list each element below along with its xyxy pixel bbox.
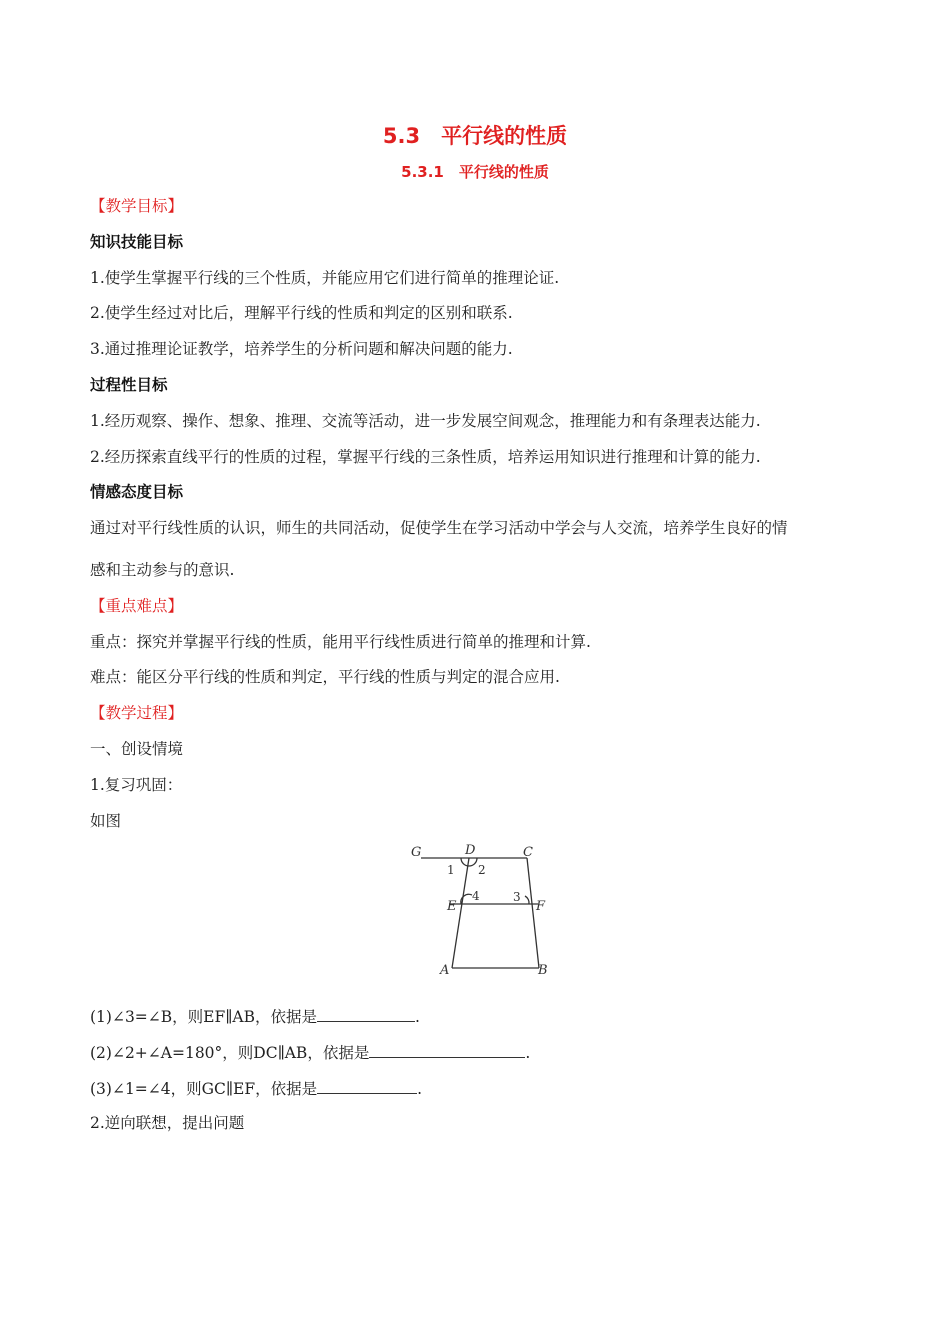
- difficult-point: 难点：能区分平行线的性质和判定，平行线的性质与判定的混合应用.: [90, 668, 560, 686]
- process-item: 2.经历探索直线平行的性质的过程，掌握平行线的三条性质，培养运用知识进行推理和计算的能力.: [90, 448, 761, 466]
- answer-blank[interactable]: [317, 1005, 415, 1022]
- geometry-figure: [405, 838, 565, 983]
- angle-label: 3: [513, 890, 521, 904]
- angle-label: 1: [447, 863, 455, 877]
- question-end: .: [525, 1044, 531, 1062]
- figure-intro: 如图: [90, 812, 122, 830]
- question-text: (3)∠1=∠4，则GC∥EF，依据是: [90, 1080, 318, 1098]
- key-point: 重点：探究并掌握平行线的性质，能用平行线性质进行简单的推理和计算.: [90, 633, 591, 651]
- angle-label: 2: [478, 863, 486, 877]
- point-label: B: [538, 963, 548, 978]
- knowledge-item: 3.通过推理论证教学，培养学生的分析问题和解决问题的能力.: [90, 340, 513, 358]
- answer-blank[interactable]: [317, 1077, 417, 1094]
- question-end: .: [417, 1080, 423, 1098]
- question-end: .: [414, 1008, 420, 1026]
- point-label: E: [447, 899, 457, 914]
- point-label: F: [536, 899, 546, 914]
- process-header: 过程性目标: [90, 376, 168, 394]
- emotion-header: 情感态度目标: [90, 483, 184, 501]
- step-one: 一、创设情境: [90, 740, 184, 758]
- teaching-process-header: 【教学过程】: [90, 704, 184, 722]
- question-3: [90, 1077, 422, 1099]
- page-subtitle: 5.3.1 平行线的性质: [401, 163, 549, 181]
- knowledge-header: 知识技能目标: [90, 233, 184, 251]
- point-label: A: [440, 963, 450, 978]
- question-text: (1)∠3=∠B，则EF∥AB，依据是: [90, 1008, 317, 1026]
- question-2: [90, 1041, 530, 1063]
- point-label: D: [465, 843, 476, 858]
- page-title: 5.3 平行线的性质: [382, 124, 568, 148]
- point-label: C: [523, 845, 533, 860]
- key-header: 【重点难点】: [90, 597, 184, 615]
- process-item: 1.经历观察、操作、想象、推理、交流等活动，进一步发展空间观念，推理能力和有条理表达能力.: [90, 412, 761, 430]
- answer-blank[interactable]: [369, 1041, 525, 1058]
- point-label: G: [411, 845, 422, 860]
- knowledge-item: 2.使学生经过对比后，理解平行线的性质和判定的区别和联系.: [90, 304, 513, 322]
- emotion-line: 通过对平行线性质的认识，师生的共同活动，促使学生在学习活动中学会与人交流，培养学生良好的情: [90, 519, 788, 537]
- goals-header: 【教学目标】: [90, 197, 184, 215]
- review-label: 1.复习巩固：: [90, 776, 183, 794]
- emotion-line: 感和主动参与的意识.: [90, 561, 235, 579]
- knowledge-item: 1.使学生掌握平行线的三个性质，并能应用它们进行简单的推理论证.: [90, 269, 560, 287]
- angle-label: 4: [472, 889, 480, 903]
- reverse-thinking: 2.逆向联想，提出问题: [90, 1114, 245, 1132]
- question-text: (2)∠2+∠A=180°，则DC∥AB，依据是: [90, 1044, 370, 1062]
- question-1: [90, 1005, 420, 1027]
